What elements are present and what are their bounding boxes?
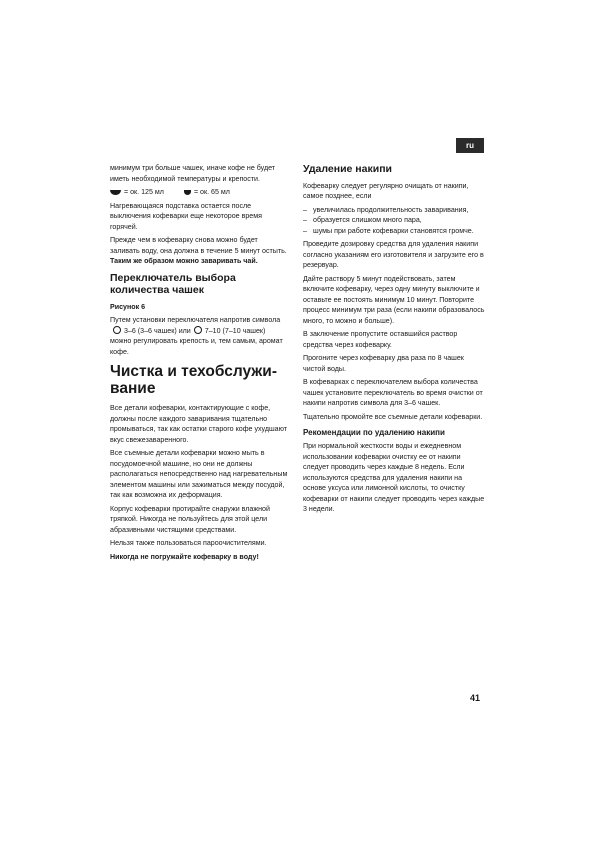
- list-item: – образуется слишком много пара,: [303, 215, 486, 226]
- list-item: – увеличилась продолжительность заваривания,: [303, 205, 486, 216]
- heading-cup-selector: Переключатель выбора количества чашек: [110, 271, 236, 296]
- large-cup-icon: [110, 190, 121, 195]
- small-cups-symbol-icon: [113, 326, 121, 334]
- action-paragraph: Дайте раствору 5 минут подействовать, затем включите кофеварку, через одну минуту выключите и оставьте ее постоять минимум 10 минут. Повторите процесс минимум три раза (если накипи образовалось много, то можно и больше).: [303, 274, 485, 325]
- list-item: – шумы при работе кофеварки становятся громче.: [303, 226, 486, 237]
- selector-text-1: Путем установки переключателя напротив символа: [110, 316, 281, 324]
- cleaning-paragraph-2: Все съемные детали кофеварки можно мыть в посудомоечной машине, но они не должны располагаться непосредственно над нагревательным элементом машины или зажиматься между посудой, так как возможна их деформация.: [110, 449, 288, 499]
- descaling-intro: Кофеварку следует регулярно очищать от накипи, самое позднее, если: [303, 181, 469, 200]
- jug-cooling-text: Прежде чем в кофеварку снова можно будет заливать воду, она должна в течение 5 минут остыть.: [110, 236, 287, 255]
- figure-reference: Рисунок 6: [110, 302, 146, 311]
- left-column: [110, 163, 288, 565]
- page-number: 41: [470, 693, 481, 703]
- cleaning-paragraph-3: Корпус кофеварки протирайте снаружи влажной тряпкой. Никогда не пользуйтесь для этой цели абразивными чистящими средствами.: [110, 504, 270, 534]
- selector-text-3: 7–10 (7–10 чашек) можно регулировать крепость и, тем самым, аромат кофе.: [110, 326, 283, 356]
- language-tab: ru: [456, 138, 484, 153]
- heading-descaling-recommendations: Рекомендации по удалению накипи: [303, 428, 445, 437]
- large-cups-symbol-icon: [194, 326, 202, 334]
- selector-text-2: 3–6 (3–6 чашек) или: [124, 326, 191, 335]
- small-cup-text: = ок. 65 мл: [193, 188, 230, 196]
- rinse-water-paragraph: Прогоните через кофеварку два раза по 8 чашек чистой воды.: [303, 354, 464, 373]
- selector-paragraph: [110, 315, 288, 357]
- selector-descale-paragraph: В кофеварках с переключателем выбора количества чашек установите переключатель во время очистки от накипи напротив символа для 3–6 чашек.: [303, 378, 483, 407]
- warm-plate-paragraph: Нагревающаяся подставка остается после выключения кофеварки еще некоторое время горячей.: [110, 201, 262, 231]
- cleaning-paragraph-4: Нельзя также пользоваться пароочистителями.: [110, 539, 267, 547]
- rinse-parts-paragraph: Тщательно промойте все съемные детали кофеварки.: [303, 412, 483, 421]
- cup-sizes: [110, 187, 288, 198]
- descaling-conditions-list: [303, 205, 486, 237]
- heading-cleaning-maintenance: Чистка и техобслуживание: [110, 363, 277, 397]
- right-column: [303, 163, 486, 518]
- recommendations-paragraph: При нормальной жесткости воды и ежедневном использовании кофеварки очистку ее от накипи следует проводить через каждые 8 недель. Если используются средства для удаления накипи на основе уксуса или лимонной кислоты, то очистку кофеварки от накипи следует проводить через каждые 3 недели.: [303, 442, 485, 513]
- cleaning-paragraph-1: Все детали кофеварки, контактирующие с кофе, должны после каждого заваривания тщательно промываться, так как остатки старого кофе ухудшают вкус свежезаваренного.: [110, 404, 288, 444]
- dosing-paragraph: Проведите дозировку средства для удаления накипи согласно указаниям его изготовителя и загрузите его в резервуар.: [303, 240, 484, 269]
- small-cup-icon: [184, 190, 191, 195]
- intro-paragraph: минимум три больше чашек, иначе кофе не будет иметь необходимой температуры и крепости.: [110, 164, 276, 183]
- jug-cooling-paragraph: [110, 235, 288, 267]
- pump-through-paragraph: В заключение пропустите оставшийся раствор средства через кофеварку.: [303, 330, 458, 349]
- large-cup-text: = ок. 125 мл: [124, 188, 164, 196]
- immersion-warning: Никогда не погружайте кофеварку в воду!: [110, 552, 259, 561]
- tea-note: Таким же образом можно заваривать чай.: [110, 257, 258, 265]
- heading-descaling: Удаление накипи: [303, 163, 392, 175]
